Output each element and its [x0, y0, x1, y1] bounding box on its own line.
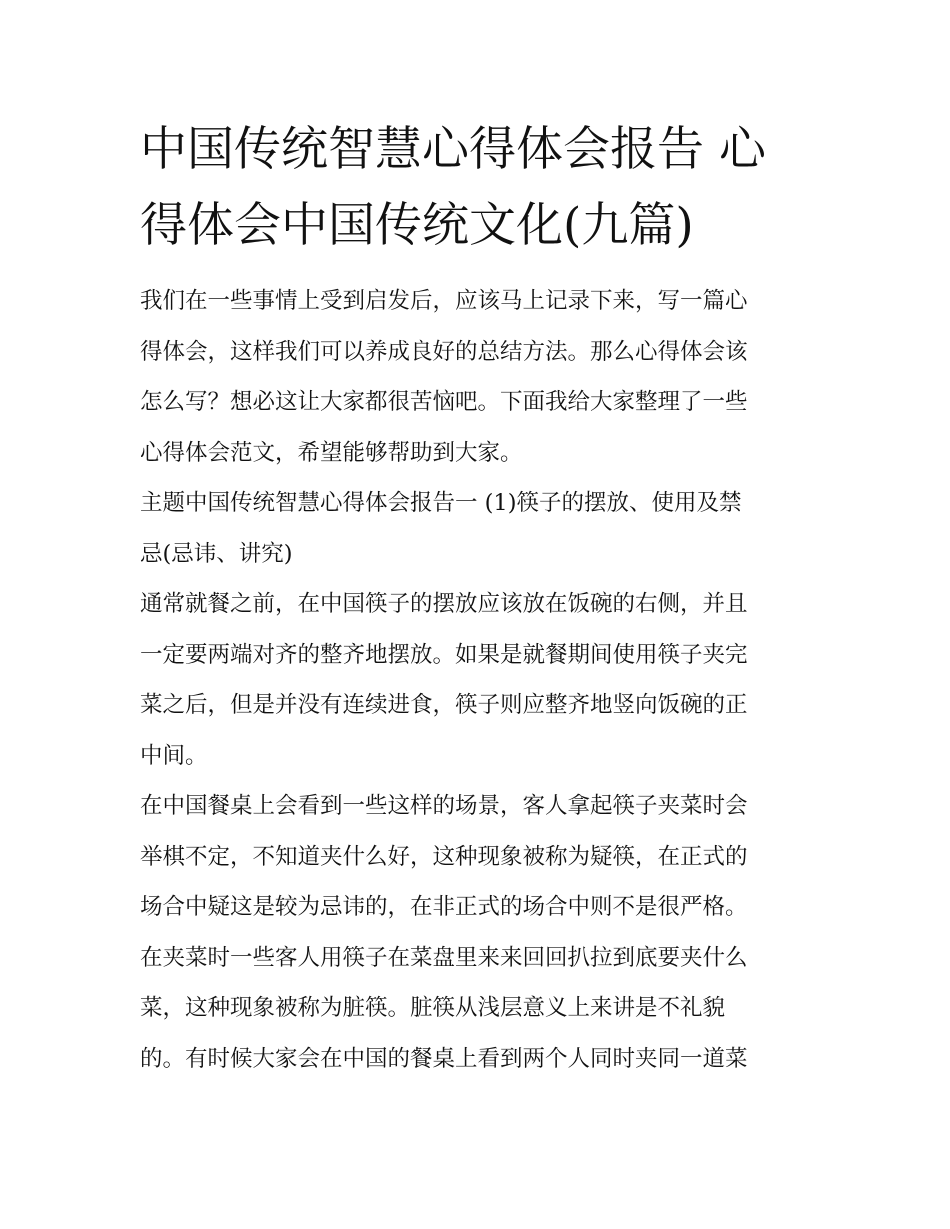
document-title	[140, 112, 820, 264]
body-line: 在夹菜时一些客人用筷子在菜盘里来来回回扒拉到底要夹什么	[140, 944, 748, 971]
body-line: 的。有时候大家会在中国的餐桌上看到两个人同时夹同一道菜	[140, 1045, 748, 1072]
title-line: 中国传统智慧心得体会报告 心	[140, 122, 766, 177]
body-line: 菜，这种现象被称为脏筷。脏筷从浅层意义上来讲是不礼貌	[140, 995, 726, 1021]
body-line: 我们在一些事情上受到启发后，应该马上记录下来，写一篇心	[140, 288, 748, 314]
body-line: 举棋不定，不知道夹什么好，这种现象被称为疑筷，在正式的	[140, 843, 748, 870]
body-line: 主题中国传统智慧心得体会报告一 (1)筷子的摆放、使用及禁	[140, 490, 742, 516]
body-line: 场合中疑这是较为忌讳的，在非正式的场合中则不是很严格。	[140, 894, 748, 920]
title-line: 得体会中国传统文化(九篇)	[140, 198, 694, 253]
body-line: 一定要两端对齐的整齐地摆放。如果是就餐期间使用筷子夹完	[140, 641, 748, 668]
body-line: 通常就餐之前，在中国筷子的摆放应该放在饭碗的右侧，并且	[140, 591, 748, 617]
body-line: 得体会，这样我们可以养成良好的总结方法。那么心得体会该	[140, 338, 748, 365]
body-line: 中间。	[140, 742, 208, 769]
body-line: 在中国餐桌上会看到一些这样的场景，客人拿起筷子夹菜时会	[140, 793, 748, 819]
body-line: 菜之后，但是并没有连续进食，筷子则应整齐地竖向饭碗的正	[140, 692, 748, 718]
body-line: 心得体会范文，希望能够帮助到大家。	[140, 439, 523, 466]
body-line: 忌(忌讳、讲究)	[140, 540, 293, 567]
body-line: 怎么写？想必这让大家都很苦恼吧。下面我给大家整理了一些	[140, 389, 748, 415]
document-body	[140, 276, 814, 1084]
